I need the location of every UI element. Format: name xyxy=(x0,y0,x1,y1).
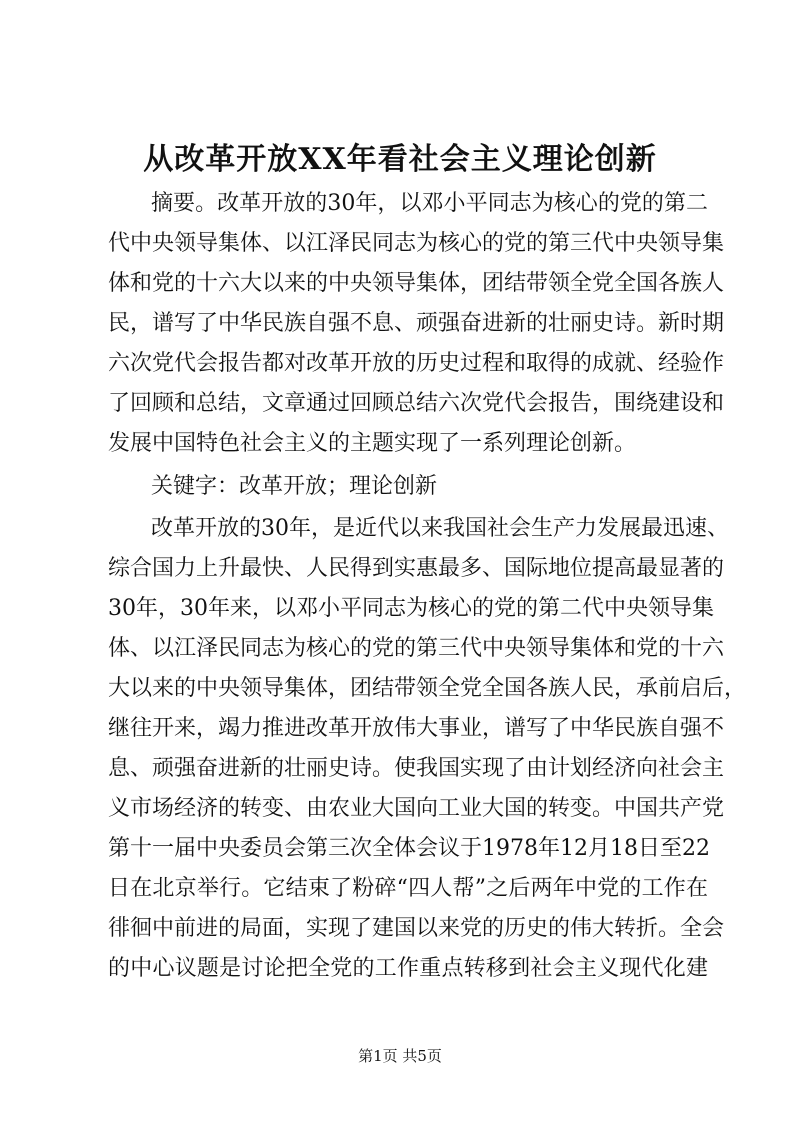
abstract-line: 代中央领导集体、以江泽民同志为核心的党的第三代中央领导集 xyxy=(108,231,725,256)
body-line: 大以来的中央领导集体，团结带领全党全国各族人民，承前启后， xyxy=(108,676,747,701)
body-line: 息、顽强奋进新的壮丽史诗。使我国实现了由计划经济向社会主 xyxy=(108,756,725,781)
body-line: 改革开放的30年，是近代以来我国社会生产力发展最迅速、 xyxy=(151,516,729,541)
abstract-line: 体和党的十六大以来的中央领导集体，团结带领全党全国各族人 xyxy=(108,271,725,296)
body-line: 义市场经济的转变、由农业大国向工业大国的转变。中国共产党 xyxy=(108,796,725,821)
body-line: 继往开来，竭力推进改革开放伟大事业，谱写了中华民族自强不 xyxy=(108,716,725,741)
body-line: 日在北京举行。它结束了粉碎“四人帮”之后两年中党的工作在 xyxy=(108,876,708,901)
abstract-line: 了回顾和总结，文章通过回顾总结六次党代会报告，围绕建设和 xyxy=(108,391,725,416)
body-line: 体、以江泽民同志为核心的党的第三代中央领导集体和党的十六 xyxy=(108,636,725,661)
document-title: 从改革开放XX年看社会主义理论创新 xyxy=(143,142,657,177)
keywords-line: 关键字：改革开放；理论创新 xyxy=(151,474,438,499)
abstract-line: 摘要。改革开放的30年，以邓小平同志为核心的党的第二 xyxy=(151,191,708,216)
abstract-line: 民，谱写了中华民族自强不息、顽强奋进新的壮丽史诗。新时期 xyxy=(108,311,725,336)
page-number-footer: 第1页 共5页 xyxy=(358,1047,442,1065)
abstract-line: 发展中国特色社会主义的主题实现了一系列理论创新。 xyxy=(108,431,637,456)
body-line: 30年，30年来，以邓小平同志为核心的党的第二代中央领导集 xyxy=(108,596,714,621)
abstract-line: 六次党代会报告都对改革开放的历史过程和取得的成就、经验作 xyxy=(108,351,725,376)
body-line: 徘徊中前进的局面，实现了建国以来党的历史的伟大转折。全会 xyxy=(108,916,725,941)
body-line: 综合国力上升最快、人民得到实惠最多、国际地位提高最显著的 xyxy=(108,556,725,581)
body-line: 的中心议题是讨论把全党的工作重点转移到社会主义现代化建 xyxy=(108,956,708,981)
body-line: 第十一届中央委员会第三次全体会议于1978年12月18日至22 xyxy=(108,836,710,861)
